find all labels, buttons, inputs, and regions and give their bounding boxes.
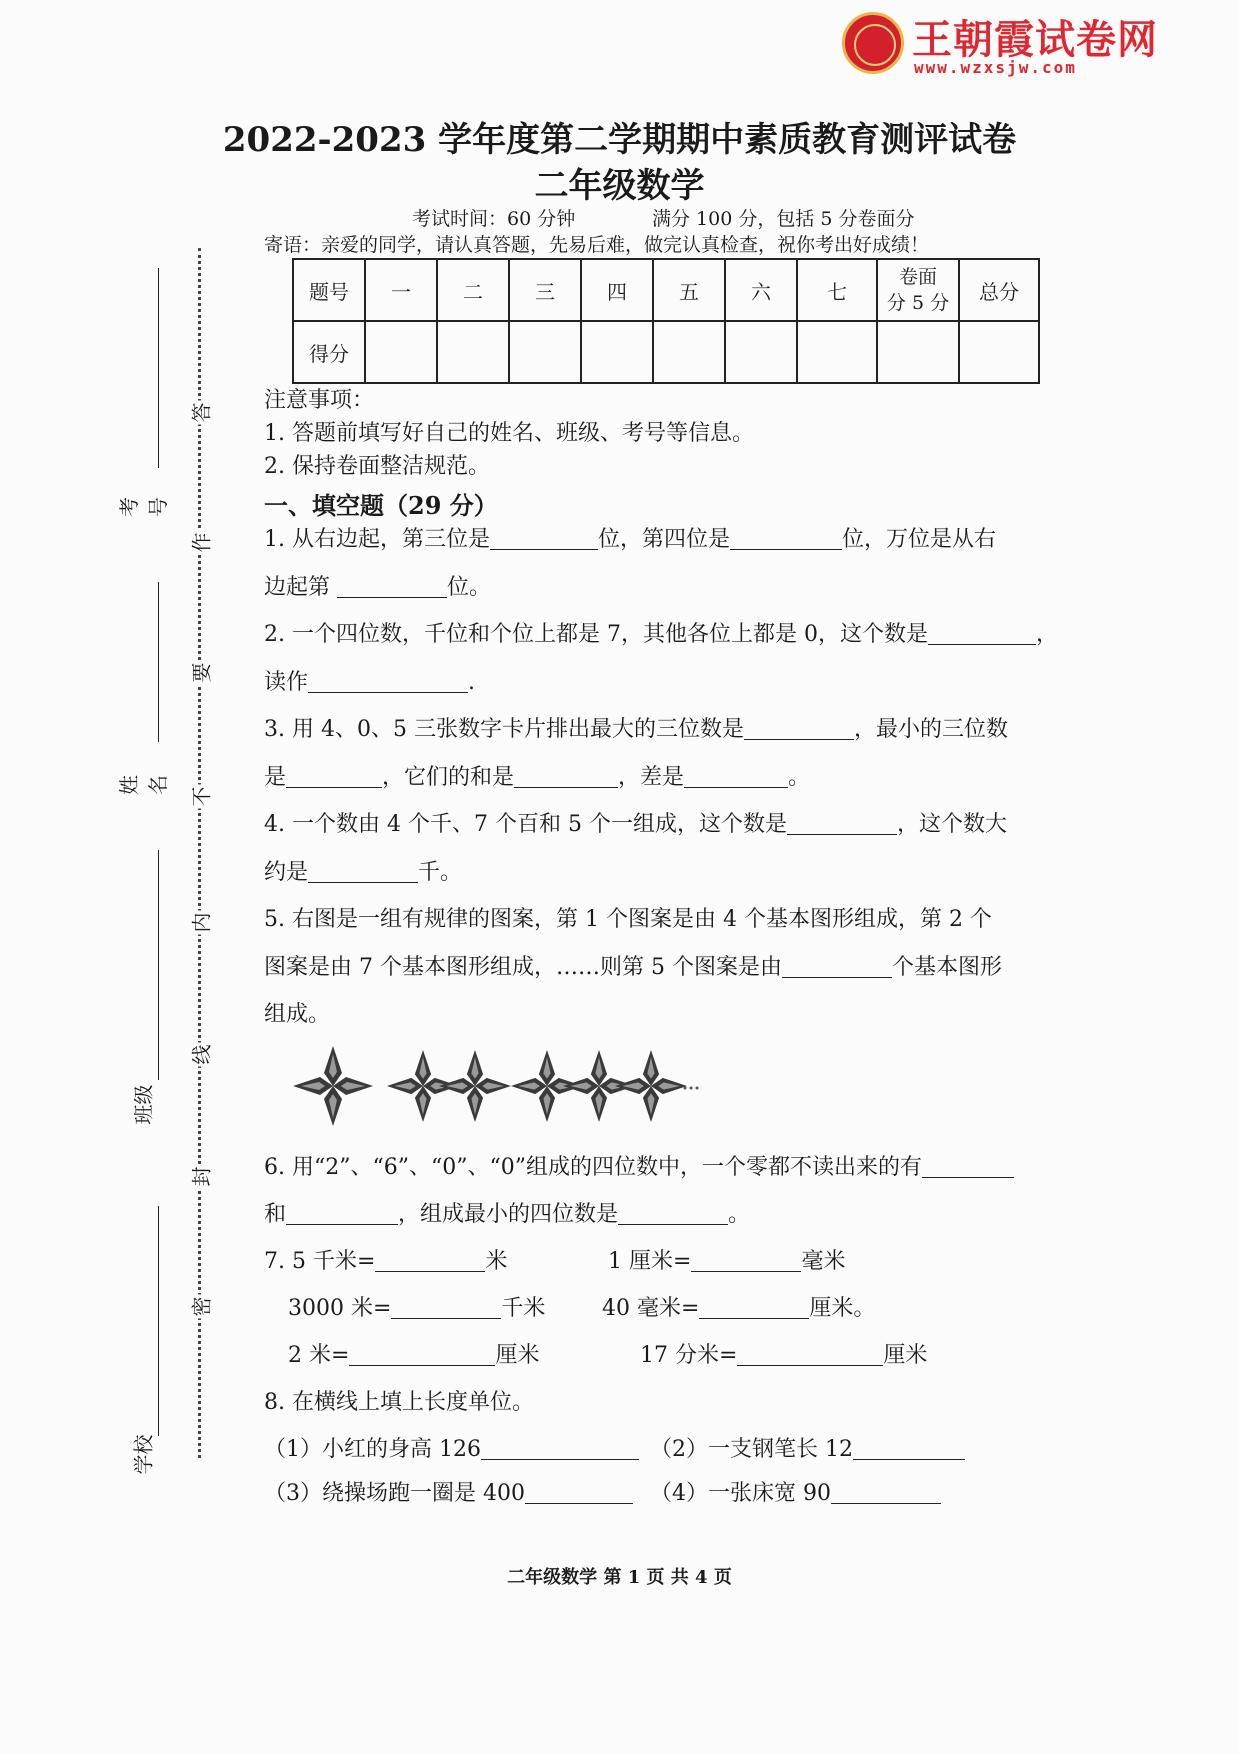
score-cell[interactable] (959, 321, 1039, 383)
q1-text: 位，万位是从右 (842, 527, 997, 552)
q4-text: 4. 一个数由 4 个千、7 个百和 5 个一组成，这个数是 (264, 812, 787, 837)
score-col: 五 (653, 259, 725, 321)
question-2-line1 (264, 617, 1058, 648)
answer-blank[interactable] (691, 1247, 801, 1272)
exam-motto: 寄语：亲爱的同学，请认真答题，先易后难，做完认真检查，祝你考出好成绩！ (264, 234, 930, 256)
seal-dotted-line (198, 248, 201, 1458)
answer-blank[interactable] (481, 1435, 639, 1460)
seal-char: 线 (186, 1043, 215, 1067)
question-5-line2 (264, 950, 1002, 981)
question-3-line2 (264, 760, 810, 791)
q6-text: 。 (728, 1202, 751, 1227)
q3-text: 是 (264, 765, 287, 790)
score-col: 六 (725, 259, 797, 321)
label-id-number: 考号 (117, 497, 170, 517)
exam-time: 考试时间：60 分钟 (412, 208, 576, 230)
page-footer: 二年级数学 第 1 页 共 4 页 (507, 1567, 732, 1588)
answer-blank[interactable] (730, 525, 842, 550)
score-cell[interactable] (437, 321, 509, 383)
answer-blank[interactable] (831, 1479, 941, 1504)
paper-score-header (877, 259, 959, 321)
answer-blank[interactable] (853, 1435, 965, 1460)
answer-blank[interactable] (308, 668, 468, 693)
score-cell[interactable] (725, 321, 797, 383)
q1-text: 边起第 (264, 575, 331, 600)
seal-char: 封 (186, 1165, 215, 1189)
answer-blank[interactable] (391, 1294, 501, 1319)
question-8-row1b (650, 1432, 965, 1463)
answer-blank[interactable] (286, 763, 382, 788)
question-5-line1 (264, 902, 992, 933)
question-7-row1b (608, 1244, 845, 1275)
question-4-line2 (264, 855, 462, 886)
pattern-2 (387, 1050, 511, 1122)
q7-text: 米 (485, 1249, 508, 1274)
question-8-title: 8. 在横线上填上长度单位。 (264, 1390, 534, 1415)
pattern-ellipsis (684, 1087, 699, 1090)
answer-blank[interactable] (490, 525, 598, 550)
exam-subtitle: 二年级数学 (534, 166, 705, 206)
q8-text: （4）一张床宽 90 (650, 1481, 831, 1506)
id-number-blank[interactable] (158, 268, 159, 468)
score-table-header: 题号 (293, 259, 365, 321)
q3-text: 3. 用 4、0、5 三张数字卡片排出最大的三位数是 (264, 717, 744, 742)
answer-blank[interactable] (618, 1200, 728, 1225)
q6-text: ，组成最小的四位数是 (398, 1202, 619, 1227)
seal-char: 答 (186, 401, 215, 425)
notes-item: 2. 保持卷面整洁规范。 (264, 454, 490, 479)
score-cell[interactable] (877, 321, 959, 383)
pattern-3 (511, 1050, 687, 1122)
q7-text: 千米 (501, 1296, 546, 1321)
q4-text: ，这个数大 (896, 812, 1007, 837)
site-logo (842, 8, 1172, 78)
answer-blank[interactable] (787, 810, 897, 835)
question-8-row2 (264, 1476, 633, 1507)
q8-text: （2）一支钢笔长 12 (650, 1437, 853, 1462)
q8-text: （1）小红的身高 126 (264, 1437, 481, 1462)
answer-blank[interactable] (349, 1341, 495, 1366)
q5-text: 5. 右图是一组有规律的图案，第 1 个图案是由 4 个基本图形组成，第 2 个 (264, 907, 992, 932)
answer-blank[interactable] (922, 1153, 1014, 1178)
answer-blank[interactable] (782, 953, 892, 978)
q5-text: 个基本图形 (891, 955, 1002, 980)
score-col: 二 (437, 259, 509, 321)
q7-text: 3000 米= (288, 1296, 392, 1321)
seal-char: 不 (186, 785, 215, 809)
q8-text: （3）绕操场跑一圈是 400 (264, 1481, 525, 1506)
question-8-row2b (650, 1476, 941, 1507)
question-7-row2b (602, 1291, 875, 1322)
logo-seal-icon (842, 12, 904, 74)
q3-text: ，它们的和是 (382, 765, 515, 790)
section-title: 一、填空题（29 分） (264, 491, 498, 520)
q2-text: 2. 一个四位数，千位和个位上都是 7，其他各位上都是 0，这个数是 (264, 622, 928, 647)
q5-text: 组成。 (264, 1002, 331, 1027)
answer-blank[interactable] (525, 1479, 633, 1504)
score-row-label: 得分 (293, 321, 365, 383)
answer-blank[interactable] (744, 715, 854, 740)
q4-text: 约是 (264, 860, 309, 885)
q7-text: 厘米。 (809, 1296, 876, 1321)
q1-text: 位，第四位是 (597, 527, 730, 552)
notes-heading: 注意事项： (264, 388, 375, 413)
score-col: 一 (365, 259, 437, 321)
q7-text: 厘米 (495, 1343, 540, 1368)
q3-text: 。 (788, 765, 811, 790)
label-name: 姓名 (117, 775, 170, 795)
paper-score-points: 分 5 分 (886, 292, 950, 314)
question-1-line1 (264, 522, 996, 553)
score-cell[interactable] (653, 321, 725, 383)
total-header: 总分 (959, 259, 1039, 321)
seal-char: 要 (186, 661, 215, 685)
q7-text: 40 毫米= (602, 1296, 700, 1321)
logo-url: www.wzxsjw.com (914, 58, 1077, 77)
answer-blank[interactable] (286, 1200, 398, 1225)
q7-text: 厘米 (883, 1343, 928, 1368)
q7-text: 2 米= (288, 1343, 350, 1368)
name-blank[interactable] (158, 582, 159, 742)
question-2-line2 (264, 665, 475, 696)
answer-blank[interactable] (308, 858, 418, 883)
notes (264, 384, 754, 483)
notes-item: 1. 答题前填写好自己的姓名、班级、考号等信息。 (264, 421, 754, 446)
exam-score-info: 满分 100 分，包括 5 分卷面分 (652, 208, 915, 230)
q2-text: 读作 (264, 670, 309, 695)
pattern-figure (285, 1046, 705, 1126)
pattern-1 (293, 1046, 373, 1126)
question-7-row1 (264, 1244, 507, 1275)
q1-text: 位。 (447, 575, 492, 600)
seal-char: 作 (186, 531, 215, 555)
q1-text: 1. 从右边起，第三位是 (264, 527, 490, 552)
q7-text: 1 厘米= (608, 1249, 692, 1274)
score-cell[interactable] (797, 321, 877, 383)
seal-char: 内 (186, 911, 215, 935)
answer-blank[interactable] (514, 763, 618, 788)
label-school: 学校 (131, 1434, 156, 1475)
q7-text: 7. 5 千米= (264, 1249, 376, 1274)
logo-title: 王朝霞试卷网 (912, 17, 1158, 63)
q2-text: . (468, 670, 476, 695)
score-col: 七 (797, 259, 877, 321)
question-7-row2 (288, 1291, 545, 1322)
seal-char: 密 (186, 1295, 215, 1319)
score-col: 三 (509, 259, 581, 321)
q2-text: ， (1035, 622, 1058, 647)
q7-text: 毫米 (801, 1249, 846, 1274)
answer-blank[interactable] (375, 1247, 485, 1272)
question-7-row3 (288, 1338, 539, 1369)
answer-blank[interactable] (737, 1341, 883, 1366)
score-cell[interactable] (581, 321, 653, 383)
class-blank[interactable] (158, 850, 159, 1080)
paper-score-label: 卷面 (898, 266, 937, 288)
q5-text: 图案是由 7 个基本图形组成，……则第 5 个图案是由 (264, 955, 782, 980)
question-4-line1 (264, 807, 1007, 838)
q6-text: 6. 用“2”、“6”、“0”、“0”组成的四位数中，一个零都不读出来的有 (264, 1155, 922, 1180)
question-6-line2 (264, 1197, 750, 1228)
question-8-row1 (264, 1432, 639, 1463)
question-7-row3b (640, 1338, 927, 1369)
score-table (292, 258, 1040, 384)
q3-text: ，最小的三位数 (853, 717, 1008, 742)
q7-text: 17 分米= (640, 1343, 738, 1368)
question-1-line2 (264, 570, 491, 601)
answer-blank[interactable] (699, 1294, 809, 1319)
answer-blank[interactable] (928, 620, 1036, 645)
score-cell[interactable] (509, 321, 581, 383)
score-cell[interactable] (365, 321, 437, 383)
question-3-line1 (264, 712, 1008, 743)
answer-blank[interactable] (684, 763, 788, 788)
answer-blank[interactable] (337, 573, 447, 598)
q4-text: 千。 (418, 860, 463, 885)
school-blank[interactable] (158, 1206, 159, 1436)
q3-text: ，差是 (618, 765, 685, 790)
label-class: 班级 (131, 1084, 156, 1125)
q6-text: 和 (264, 1202, 287, 1227)
question-5-line3 (264, 997, 330, 1028)
question-6-line1 (264, 1150, 1014, 1181)
score-col: 四 (581, 259, 653, 321)
exam-title: 2022-2023 学年度第二学期期中素质教育测评试卷 (222, 120, 1017, 160)
